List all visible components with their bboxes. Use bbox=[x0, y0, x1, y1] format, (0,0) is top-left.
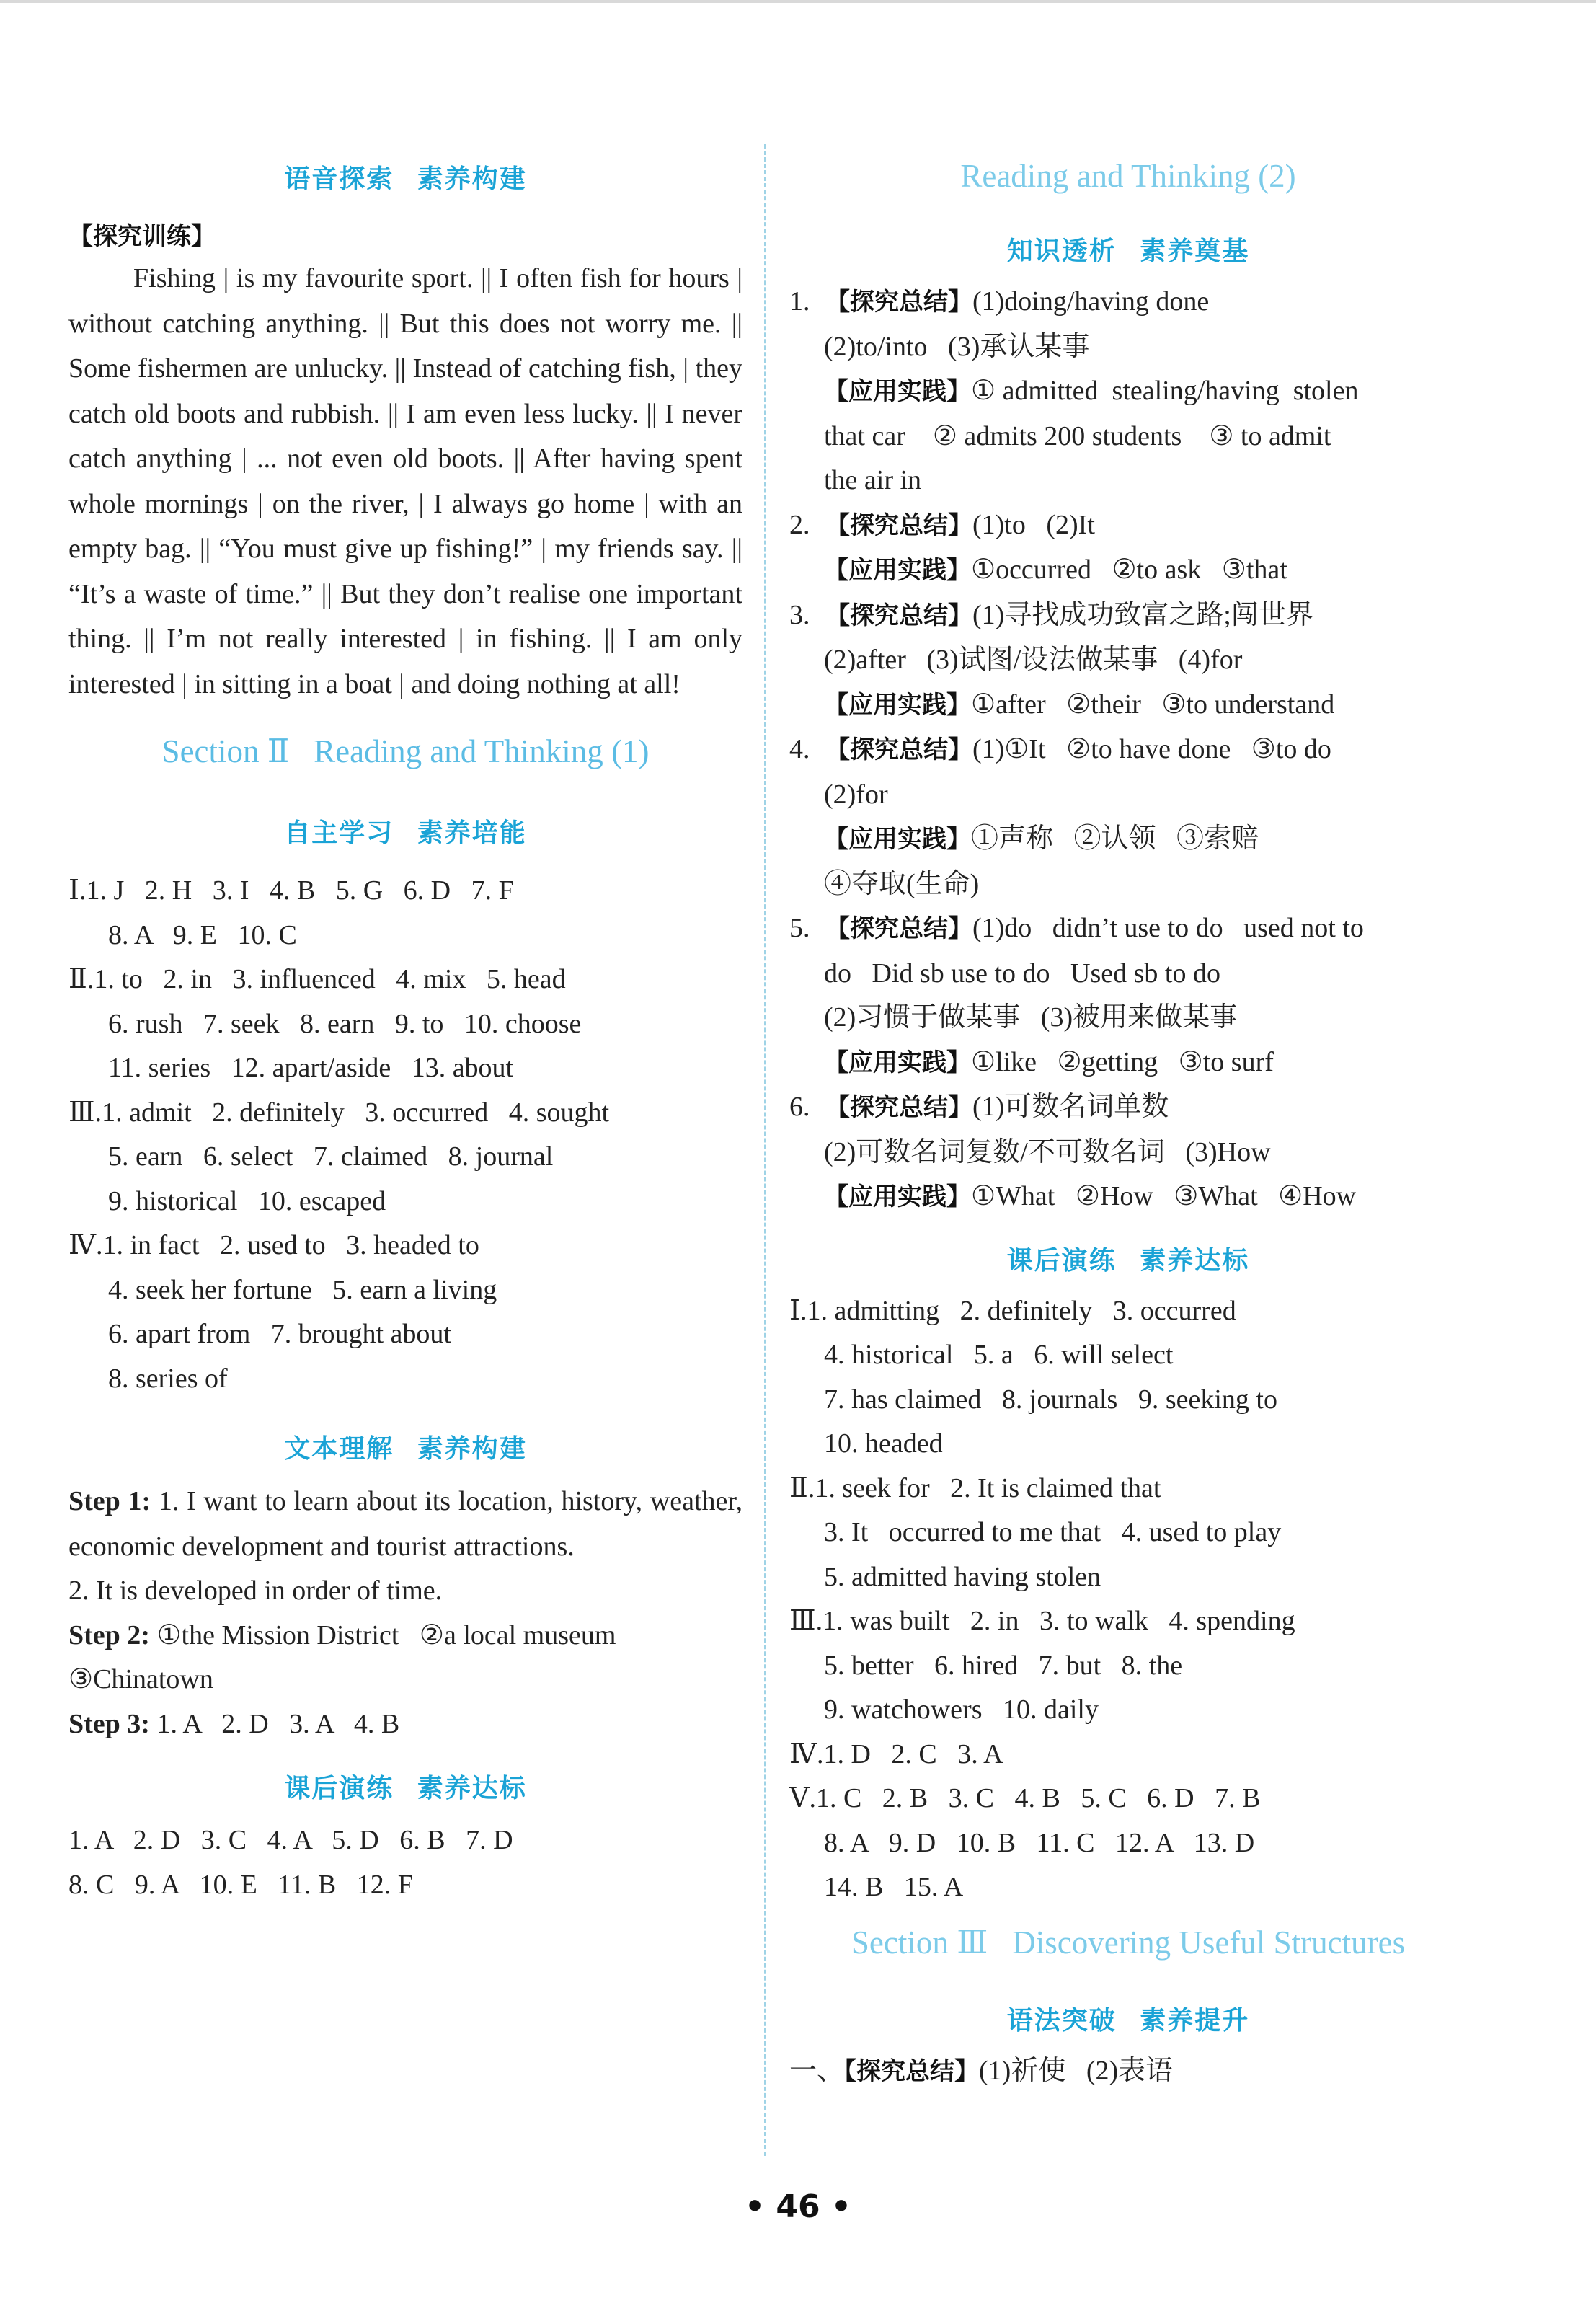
summary-label: 【探究总结】 bbox=[825, 1093, 972, 1122]
answer-row: Ⅳ.1. in fact 2. used to 3. headed to bbox=[68, 1230, 479, 1260]
practice-label: 【应用实践】 bbox=[824, 377, 971, 406]
item-line: the air in bbox=[824, 465, 922, 495]
item-line: ④夺取(生命) bbox=[824, 868, 980, 899]
item-5 bbox=[789, 906, 1467, 952]
step2-b: ③Chinatown bbox=[68, 1664, 213, 1694]
item-6 bbox=[789, 1085, 1467, 1131]
item-line bbox=[789, 1175, 1467, 1220]
item-2 bbox=[789, 503, 1467, 549]
item-line: do Did sb use to do Used sb to do bbox=[824, 958, 1220, 989]
item-text: (1)do didn’t use to do used not to bbox=[972, 913, 1364, 943]
item-text: ①What ②How ③What ④How bbox=[971, 1181, 1357, 1211]
item-text: (1)to (2)It bbox=[972, 509, 1095, 540]
section-heading-structures: Section Ⅲ Discovering Useful Structures bbox=[851, 1924, 1406, 1961]
item-4 bbox=[789, 728, 1467, 773]
heading-grammar: 语法突破 素养提升 bbox=[1006, 2005, 1250, 2035]
answer-row: 4. historical 5. a 6. will select bbox=[824, 1340, 1174, 1370]
summary-label: 【探究总结】 bbox=[825, 510, 972, 540]
answer-row: Ⅰ.1. admitting 2. definitely 3. occurred bbox=[789, 1295, 1236, 1326]
step3-label: Step 3: bbox=[68, 1708, 150, 1739]
step2-block bbox=[68, 1614, 742, 1658]
step1-block bbox=[68, 1479, 742, 1569]
summary-label: 【探究总结】 bbox=[825, 735, 972, 764]
item-line bbox=[789, 1040, 1467, 1086]
answer-row: Ⅲ.1. admit 2. definitely 3. occurred 4. sought bbox=[68, 1097, 610, 1128]
practice-label: 【应用实践】 bbox=[824, 825, 971, 854]
section-heading-reading-1: Section Ⅱ Reading and Thinking (1) bbox=[161, 733, 650, 769]
answer-row: 1. A 2. D 3. C 4. A 5. D 6. B 7. D bbox=[68, 1825, 513, 1855]
column-divider bbox=[764, 144, 766, 2156]
summary-label: 【探究总结】 bbox=[825, 288, 972, 317]
summary-label: 【探究总结】 bbox=[825, 601, 972, 630]
item-line bbox=[789, 548, 1467, 593]
item-1 bbox=[789, 280, 1467, 325]
right-column bbox=[789, 130, 1467, 2094]
item-3 bbox=[789, 593, 1467, 639]
answer-row: 6. apart from 7. brought about bbox=[108, 1319, 451, 1349]
item-line: (2)after (3)试图/设法做某事 (4)for bbox=[824, 645, 1243, 675]
item-text: ① admitted stealing/having stolen bbox=[971, 376, 1359, 406]
answer-row: Ⅳ.1. D 2. C 3. A bbox=[789, 1738, 1003, 1769]
summary-label: 【探究总结】 bbox=[825, 914, 972, 943]
practice-label: 【应用实践】 bbox=[824, 1048, 971, 1077]
answer-row: Ⅴ.1. C 2. B 3. C 4. B 5. C 6. D 7. B bbox=[789, 1783, 1261, 1813]
left-column bbox=[68, 130, 742, 1907]
step3-block bbox=[68, 1702, 742, 1747]
heading-phonetics: 语音探索 素养构建 bbox=[284, 164, 527, 194]
item-line bbox=[789, 369, 1467, 415]
item-text: ①声称 ②认领 ③索赔 bbox=[971, 823, 1259, 854]
heading-self-study: 自主学习 素养培能 bbox=[284, 818, 527, 848]
step3-text: 1. A 2. D 3. A 4. B bbox=[149, 1708, 400, 1739]
item-text: ①after ②their ③to understand bbox=[971, 689, 1335, 720]
item-line: (2)for bbox=[824, 779, 888, 810]
practice-label: 【应用实践】 bbox=[824, 556, 971, 585]
item-number: 一、 bbox=[789, 2055, 845, 2086]
answer-row: Ⅲ.1. was built 2. in 3. to walk 4. spending bbox=[789, 1606, 1295, 1636]
page-number: • 46 • bbox=[744, 2188, 852, 2225]
answer-row: 8. A 9. E 10. C bbox=[108, 919, 297, 950]
summary-label: 【探究总结】 bbox=[844, 2056, 980, 2086]
section-heading-reading-2: Reading and Thinking (2) bbox=[960, 158, 1296, 194]
item-text: (1)doing/having done bbox=[972, 286, 1210, 317]
heading-knowledge: 知识透析 素养奠基 bbox=[1006, 237, 1250, 266]
answer-row: Ⅱ.1. seek for 2. It is claimed that bbox=[789, 1472, 1161, 1503]
item-number: 6. bbox=[789, 1092, 810, 1122]
answer-row: 11. series 12. apart/aside 13. about bbox=[108, 1053, 514, 1083]
answer-row: 5. admitted having stolen bbox=[824, 1561, 1101, 1592]
grammar-item bbox=[789, 2049, 1467, 2095]
heading-text-understanding: 文本理解 素养构建 bbox=[284, 1434, 527, 1464]
item-text: (1)可数名词单数 bbox=[972, 1092, 1169, 1122]
answer-row: 8. series of bbox=[108, 1363, 228, 1394]
practice-label: 【应用实践】 bbox=[824, 1183, 971, 1211]
item-number: 4. bbox=[789, 734, 810, 764]
answer-row: 8. A 9. D 10. B 11. C 12. A 13. D bbox=[824, 1827, 1255, 1858]
answer-row: 9. watchowers 10. daily bbox=[824, 1694, 1099, 1725]
item-line: (2)可数名词复数/不可数名词 (3)How bbox=[824, 1136, 1271, 1167]
practice-label: 【应用实践】 bbox=[824, 690, 971, 720]
fishing-passage: Fishing | is my favourite sport. || I often fish for hours | without catching anything. || But this does not worry me. || Some fishermen are unlucky. || Instead of catching fish, | they catch old boots and rubbish. || I am even less lucky. || I never catch anything | ... not even old boots. || After having spent whole mornings | on the river, | I always go home | with an empty bag. || “You must give up fishing!” | my friends say. || “It’s a waste of time.” || But they don’t realise one important thing. || I’m not really interested | in fishing. || I am only interested | in sitting in a boat | and doing nothing at all! bbox=[68, 263, 742, 699]
item-number: 1. bbox=[789, 286, 810, 317]
item-number: 5. bbox=[789, 913, 810, 943]
item-text: (1)①It ②to have done ③to do bbox=[972, 734, 1331, 764]
step1-label: Step 1: bbox=[68, 1486, 151, 1516]
heading-after-class: 课后演练 素养达标 bbox=[284, 1774, 527, 1803]
item-line bbox=[789, 817, 1467, 862]
step2-text: ①the Mission District ②a local museum bbox=[149, 1619, 616, 1650]
answer-row: 4. seek her fortune 5. earn a living bbox=[108, 1274, 497, 1305]
step1-text: 1. I want to learn about its location, history, weather, economic development and tourist attractions. bbox=[68, 1486, 742, 1562]
step2-label: Step 2: bbox=[68, 1619, 150, 1650]
answer-row: 10. headed bbox=[824, 1428, 943, 1459]
item-number: 3. bbox=[789, 599, 810, 630]
item-text: ①like ②getting ③to surf bbox=[971, 1046, 1274, 1077]
item-text: (1)寻找成功致富之路;闯世界 bbox=[972, 599, 1313, 630]
answer-row: 5. better 6. hired 7. but 8. the bbox=[824, 1650, 1183, 1681]
item-line bbox=[789, 683, 1467, 728]
answer-row: Ⅰ.1. J 2. H 3. I 4. B 5. G 6. D 7. F bbox=[68, 875, 514, 906]
item-text: (1)祈使 (2)表语 bbox=[979, 2055, 1174, 2086]
answer-row: 14. B 15. A bbox=[824, 1872, 964, 1902]
bracket-label: 【探究训练】 bbox=[68, 222, 216, 251]
item-line: (2)to/into (3)承认某事 bbox=[824, 331, 1090, 362]
top-rule bbox=[0, 0, 1596, 3]
answer-row: 6. rush 7. seek 8. earn 9. to 10. choose bbox=[108, 1008, 582, 1039]
answer-row: 5. earn 6. select 7. claimed 8. journal bbox=[108, 1141, 554, 1172]
answer-row: 7. has claimed 8. journals 9. seeking to bbox=[824, 1384, 1277, 1415]
answer-row: Ⅱ.1. to 2. in 3. influenced 4. mix 5. head bbox=[68, 964, 566, 994]
heading-after-class: 课后演练 素养达标 bbox=[1006, 1245, 1250, 1276]
item-number: 2. bbox=[789, 509, 810, 540]
item-text: ①occurred ②to ask ③that bbox=[971, 554, 1287, 585]
item-line: (2)习惯于做某事 (3)被用来做某事 bbox=[824, 1002, 1238, 1033]
item-line: that car ② admits 200 students ③ to admit bbox=[824, 420, 1331, 451]
answer-row: 9. historical 10. escaped bbox=[108, 1185, 386, 1216]
answer-row: 3. It occurred to me that 4. used to play bbox=[824, 1517, 1282, 1547]
step1-b: 2. It is developed in order of time. bbox=[68, 1575, 443, 1606]
answer-row: 8. C 9. A 10. E 11. B 12. F bbox=[68, 1869, 413, 1900]
